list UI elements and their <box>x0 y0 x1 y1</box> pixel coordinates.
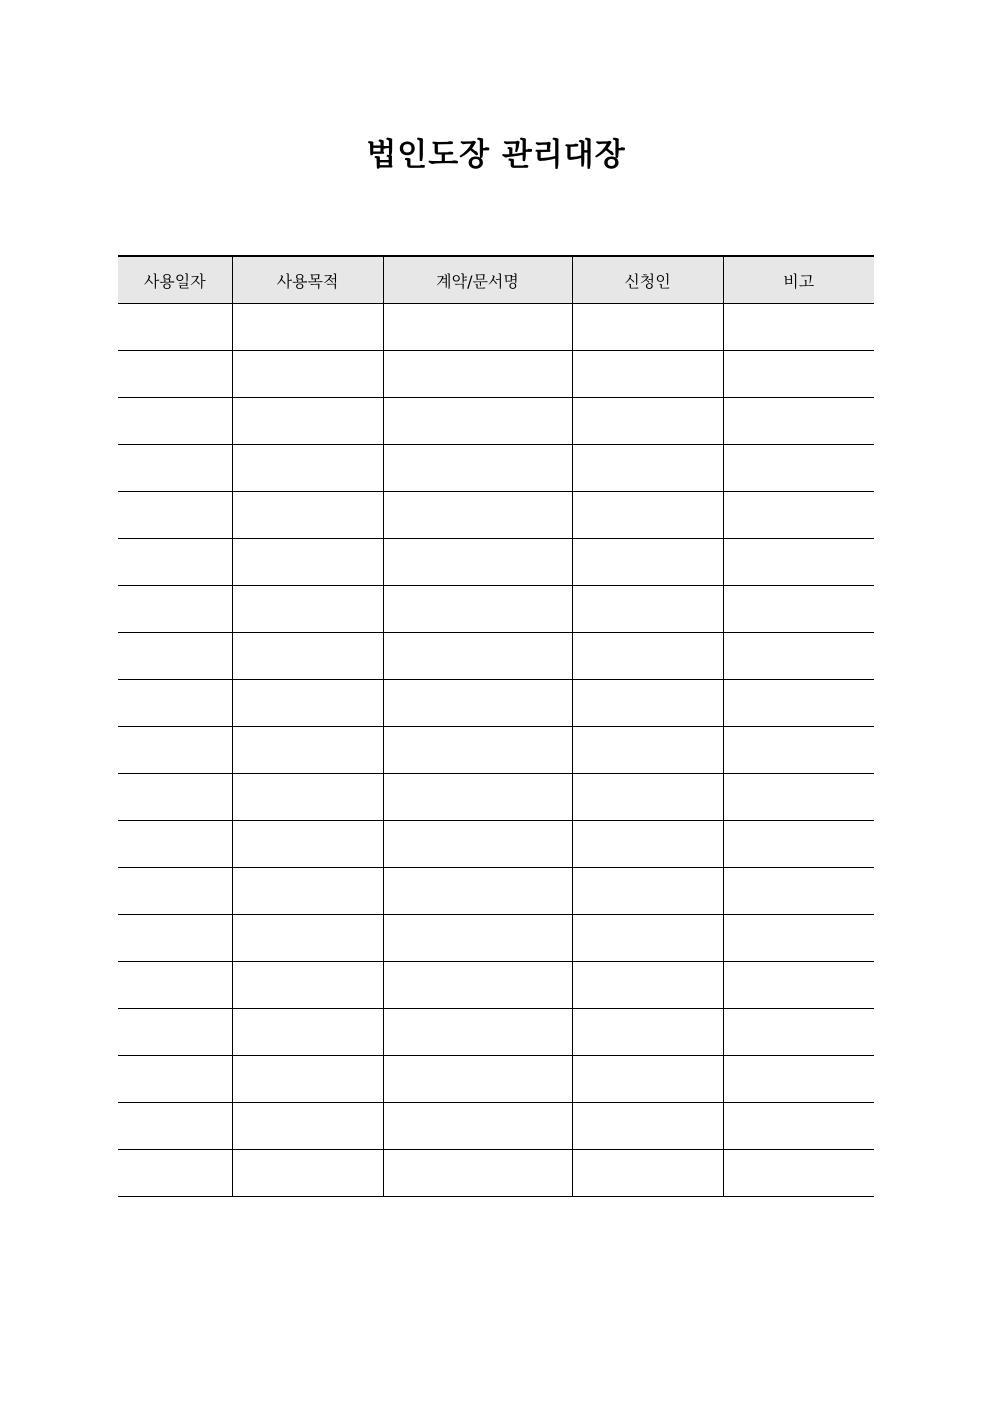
applicant-cell <box>572 868 723 915</box>
remarks-cell <box>723 1009 874 1056</box>
remarks-cell <box>723 774 874 821</box>
remarks-cell <box>723 1150 874 1197</box>
table-row <box>118 774 874 821</box>
usage-date-cell <box>118 445 232 492</box>
usage-purpose-cell <box>232 586 383 633</box>
table-row <box>118 351 874 398</box>
applicant-cell <box>572 1056 723 1103</box>
applicant-cell <box>572 821 723 868</box>
usage-date-cell <box>118 727 232 774</box>
document-name-cell <box>383 821 572 868</box>
usage-purpose-cell <box>232 539 383 586</box>
document-name-cell <box>383 915 572 962</box>
usage-purpose-cell <box>232 868 383 915</box>
usage-purpose-cell <box>232 1150 383 1197</box>
remarks-cell <box>723 1103 874 1150</box>
applicant-cell <box>572 680 723 727</box>
usage-date-cell <box>118 821 232 868</box>
remarks-cell <box>723 680 874 727</box>
usage-purpose-cell <box>232 727 383 774</box>
remarks-cell <box>723 586 874 633</box>
table-row <box>118 445 874 492</box>
document-name-cell <box>383 962 572 1009</box>
applicant-cell <box>572 1103 723 1150</box>
usage-purpose-cell <box>232 492 383 539</box>
usage-date-cell <box>118 351 232 398</box>
document-name-cell <box>383 398 572 445</box>
usage-date-cell <box>118 1103 232 1150</box>
remarks-cell <box>723 727 874 774</box>
remarks-cell <box>723 821 874 868</box>
usage-date-cell <box>118 1056 232 1103</box>
applicant-cell <box>572 445 723 492</box>
usage-purpose-cell <box>232 633 383 680</box>
usage-purpose-cell <box>232 1103 383 1150</box>
document-name-cell <box>383 774 572 821</box>
applicant-cell <box>572 351 723 398</box>
usage-date-cell <box>118 586 232 633</box>
seal-usage-ledger-table <box>118 255 874 1197</box>
usage-date-cell <box>118 680 232 727</box>
usage-date-cell <box>118 915 232 962</box>
usage-date-cell <box>118 962 232 1009</box>
table-row <box>118 868 874 915</box>
document-name-cell <box>383 539 572 586</box>
table-row <box>118 492 874 539</box>
document-name-cell <box>383 1056 572 1103</box>
remarks-cell <box>723 962 874 1009</box>
usage-date-cell <box>118 492 232 539</box>
usage-date-cell <box>118 398 232 445</box>
applicant-cell <box>572 586 723 633</box>
applicant-cell <box>572 1009 723 1056</box>
table-row <box>118 586 874 633</box>
usage-purpose-cell <box>232 821 383 868</box>
table-row <box>118 1150 874 1197</box>
document-name-cell <box>383 1009 572 1056</box>
usage-date-cell <box>118 633 232 680</box>
usage-purpose-cell <box>232 304 383 351</box>
remarks-cell <box>723 633 874 680</box>
table-row <box>118 680 874 727</box>
remarks-cell <box>723 445 874 492</box>
table-row <box>118 633 874 680</box>
remarks-cell <box>723 304 874 351</box>
document-name-cell <box>383 680 572 727</box>
table-row <box>118 915 874 962</box>
applicant-cell <box>572 1150 723 1197</box>
table-row <box>118 821 874 868</box>
document-name-cell <box>383 1150 572 1197</box>
document-name-cell <box>383 633 572 680</box>
column-header-contract-document-name: 계약/문서명 <box>383 256 572 304</box>
usage-date-cell <box>118 774 232 821</box>
document-name-cell <box>383 727 572 774</box>
usage-purpose-cell <box>232 1009 383 1056</box>
applicant-cell <box>572 962 723 1009</box>
table-row <box>118 304 874 351</box>
applicant-cell <box>572 539 723 586</box>
document-name-cell <box>383 586 572 633</box>
usage-date-cell <box>118 1150 232 1197</box>
table-row <box>118 962 874 1009</box>
table-row <box>118 1056 874 1103</box>
usage-purpose-cell <box>232 774 383 821</box>
usage-purpose-cell <box>232 445 383 492</box>
usage-date-cell <box>118 304 232 351</box>
remarks-cell <box>723 915 874 962</box>
remarks-cell <box>723 1056 874 1103</box>
usage-date-cell <box>118 868 232 915</box>
document-name-cell <box>383 1103 572 1150</box>
applicant-cell <box>572 727 723 774</box>
remarks-cell <box>723 492 874 539</box>
applicant-cell <box>572 774 723 821</box>
remarks-cell <box>723 398 874 445</box>
document-name-cell <box>383 868 572 915</box>
usage-purpose-cell <box>232 962 383 1009</box>
usage-purpose-cell <box>232 915 383 962</box>
table-row <box>118 727 874 774</box>
table-header-row <box>118 256 874 304</box>
column-header-usage-date: 사용일자 <box>118 256 232 304</box>
table-row <box>118 1103 874 1150</box>
usage-date-cell <box>118 539 232 586</box>
document-name-cell <box>383 445 572 492</box>
document-name-cell <box>383 351 572 398</box>
table-row <box>118 1009 874 1056</box>
remarks-cell <box>723 868 874 915</box>
usage-purpose-cell <box>232 351 383 398</box>
column-header-remarks: 비고 <box>723 256 874 304</box>
column-header-usage-purpose: 사용목적 <box>232 256 383 304</box>
document-name-cell <box>383 304 572 351</box>
applicant-cell <box>572 304 723 351</box>
applicant-cell <box>572 633 723 680</box>
usage-purpose-cell <box>232 680 383 727</box>
usage-purpose-cell <box>232 398 383 445</box>
column-header-applicant: 신청인 <box>572 256 723 304</box>
applicant-cell <box>572 398 723 445</box>
table-row <box>118 539 874 586</box>
applicant-cell <box>572 492 723 539</box>
usage-purpose-cell <box>232 1056 383 1103</box>
document-name-cell <box>383 492 572 539</box>
remarks-cell <box>723 351 874 398</box>
remarks-cell <box>723 539 874 586</box>
usage-date-cell <box>118 1009 232 1056</box>
page-title: 법인도장 관리대장 <box>366 137 626 173</box>
table-row <box>118 398 874 445</box>
applicant-cell <box>572 915 723 962</box>
